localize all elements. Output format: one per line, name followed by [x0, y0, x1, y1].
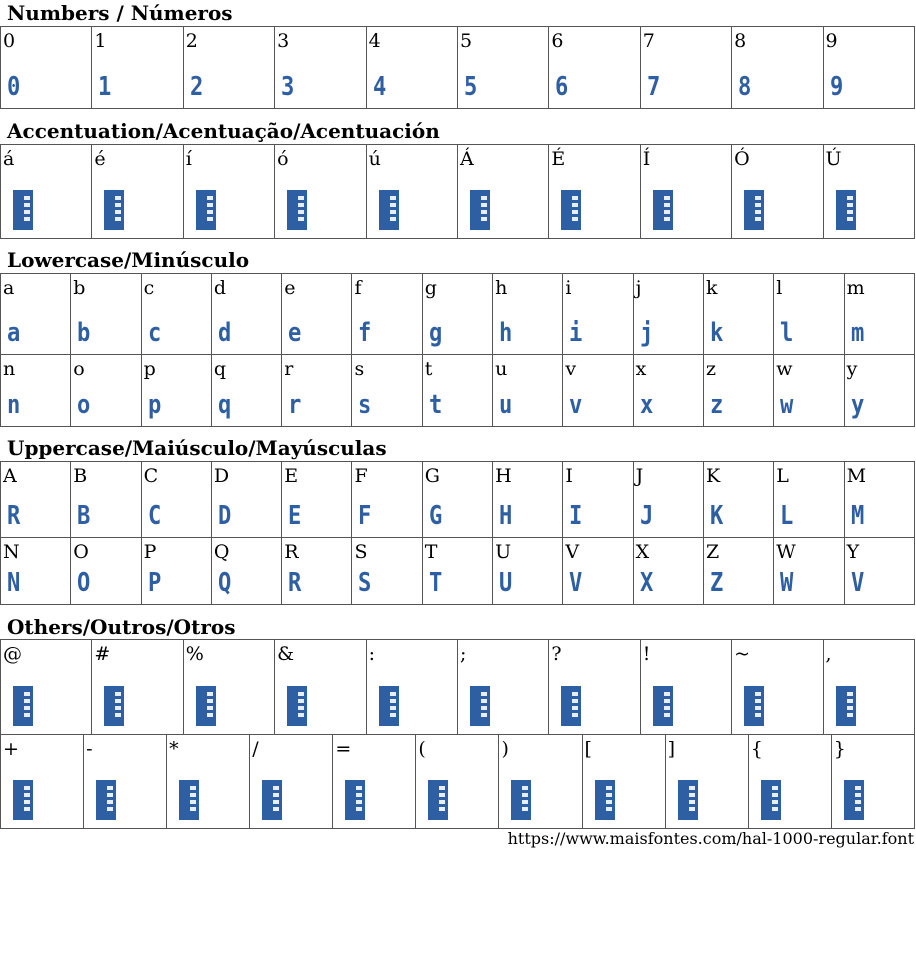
missing-glyph-icon [653, 190, 673, 230]
character-label: B [73, 465, 88, 487]
character-label: Q [213, 541, 230, 563]
font-glyph-preview: V [850, 568, 864, 598]
character-label: o [73, 358, 85, 380]
character-label: R [284, 541, 299, 563]
character-label: A [3, 465, 17, 487]
font-glyph-preview: 1 [98, 72, 112, 102]
glyph-cell [457, 639, 549, 735]
font-glyph-preview: v [569, 390, 583, 420]
glyph-cell [422, 461, 493, 538]
glyph-cell [633, 461, 704, 538]
character-label: V [565, 541, 580, 563]
glyph-cell [633, 537, 704, 605]
glyph-cell [498, 734, 582, 829]
glyph-cell [640, 639, 732, 735]
missing-glyph-icon [262, 780, 282, 820]
character-label: ~ [734, 643, 751, 665]
font-glyph-preview: P [147, 568, 161, 598]
character-label: ( [418, 738, 426, 760]
glyph-cell [731, 26, 823, 109]
character-label: 8 [734, 30, 747, 52]
glyph-cell [332, 734, 416, 829]
character-label: @ [3, 643, 22, 665]
glyph-cell [70, 537, 141, 605]
glyph-cell [422, 273, 493, 355]
glyph-cell [773, 354, 844, 427]
character-label: N [3, 541, 20, 563]
character-label: W [776, 541, 796, 563]
glyph-cell [141, 461, 212, 538]
character-label: / [252, 738, 259, 760]
character-label: k [705, 277, 718, 299]
glyph-cell [823, 144, 915, 239]
character-label: 4 [368, 30, 381, 52]
character-label: e [284, 277, 296, 299]
glyph-cell [141, 273, 212, 355]
font-glyph-preview: U [499, 568, 513, 598]
section-title-others: Others/Outros/Otros [7, 615, 236, 639]
character-label: s [354, 358, 365, 380]
glyph-cell [422, 354, 493, 427]
font-glyph-preview: b [77, 318, 91, 348]
character-label: b [73, 277, 86, 299]
glyph-cell [422, 537, 493, 605]
glyph-cell [183, 26, 275, 109]
missing-glyph-icon [744, 686, 764, 726]
character-label: w [776, 358, 793, 380]
glyph-cell [183, 144, 275, 239]
missing-glyph-icon [104, 190, 124, 230]
others-row-2 [0, 734, 915, 829]
glyph-cell [0, 537, 71, 605]
font-glyph-preview: D [217, 501, 232, 531]
character-label: 0 [3, 30, 16, 52]
font-glyph-preview: 0 [7, 72, 21, 102]
glyph-cell [141, 354, 212, 427]
character-label: h [495, 277, 508, 299]
glyph-cell [844, 537, 915, 605]
missing-glyph-icon [379, 190, 399, 230]
missing-glyph-icon [595, 780, 615, 820]
missing-glyph-icon [13, 686, 33, 726]
font-glyph-preview: u [499, 390, 513, 420]
font-glyph-preview: k [709, 318, 724, 348]
character-label: Ú [825, 148, 842, 170]
missing-glyph-icon [744, 190, 764, 230]
font-glyph-preview: J [639, 501, 653, 531]
glyph-cell [281, 461, 352, 538]
character-label: - [86, 738, 93, 760]
missing-glyph-icon [653, 686, 673, 726]
glyph-cell [562, 354, 633, 427]
character-label: Y [846, 541, 860, 563]
glyph-cell [640, 26, 732, 109]
glyph-cell [91, 639, 183, 735]
character-label: 6 [551, 30, 564, 52]
missing-glyph-icon [678, 780, 698, 820]
character-label: q [213, 358, 227, 380]
glyph-cell [281, 354, 352, 427]
font-glyph-preview: 2 [189, 72, 204, 102]
glyph-cell [274, 144, 366, 239]
character-label: m [846, 277, 865, 299]
font-glyph-preview: H [499, 501, 513, 531]
font-glyph-preview: y [850, 390, 864, 420]
font-glyph-preview: R [7, 501, 21, 531]
glyph-cell [281, 537, 352, 605]
glyph-cell [274, 26, 366, 109]
font-glyph-preview: Q [217, 568, 232, 598]
character-label: 5 [459, 30, 473, 52]
missing-glyph-icon [561, 190, 581, 230]
glyph-cell [844, 273, 915, 355]
missing-glyph-icon [196, 190, 216, 230]
character-label: l [776, 277, 783, 299]
glyph-cell [731, 144, 823, 239]
font-glyph-preview: g [428, 318, 443, 348]
character-label: a [3, 277, 15, 299]
character-label: p [143, 358, 156, 380]
glyph-cell [633, 354, 704, 427]
glyph-cell [562, 273, 633, 355]
glyph-cell [351, 461, 422, 538]
glyph-cell [0, 273, 71, 355]
character-label: , [825, 643, 832, 665]
character-label: F [354, 465, 368, 487]
character-label: i [565, 277, 572, 299]
character-label: H [495, 465, 512, 487]
glyph-cell [492, 354, 563, 427]
glyph-cell [0, 734, 84, 829]
font-glyph-preview: F [358, 501, 372, 531]
character-label: G [424, 465, 440, 487]
font-glyph-preview: c [147, 318, 161, 348]
glyph-cell [773, 273, 844, 355]
glyph-cell [703, 273, 774, 355]
font-glyph-preview: p [147, 390, 161, 420]
font-glyph-preview: E [288, 501, 302, 531]
missing-glyph-icon [428, 780, 448, 820]
glyph-cell [0, 639, 92, 735]
character-label: C [143, 465, 159, 487]
glyph-cell [548, 639, 640, 735]
glyph-cell [823, 26, 915, 109]
glyph-cell [141, 537, 212, 605]
character-label: Ó [734, 148, 750, 170]
glyph-cell [211, 354, 282, 427]
character-label: 7 [642, 30, 655, 52]
character-label: K [705, 465, 721, 487]
character-label: X [635, 541, 650, 563]
character-label: E [284, 465, 299, 487]
font-glyph-preview: d [217, 318, 232, 348]
glyph-cell [640, 144, 732, 239]
glyph-cell [548, 26, 640, 109]
numbers-row [0, 26, 915, 109]
uppercase-row-1 [0, 461, 915, 538]
font-glyph-preview: B [77, 501, 91, 531]
glyph-cell [773, 537, 844, 605]
character-label: ! [642, 643, 651, 665]
missing-glyph-icon [13, 190, 33, 230]
glyph-cell [211, 537, 282, 605]
character-label: % [185, 643, 204, 665]
character-label: x [635, 358, 647, 380]
glyph-cell [748, 734, 832, 829]
font-glyph-preview: s [358, 390, 372, 420]
character-label: L [776, 465, 789, 487]
glyph-cell [249, 734, 333, 829]
glyph-cell [582, 734, 666, 829]
glyph-cell [492, 273, 563, 355]
character-label: ó [277, 148, 289, 170]
font-glyph-preview: 5 [463, 72, 478, 102]
glyph-cell [281, 273, 352, 355]
font-glyph-preview: V [569, 568, 583, 598]
font-glyph-preview: m [850, 318, 864, 348]
missing-glyph-icon [345, 780, 365, 820]
glyph-cell [91, 144, 183, 239]
missing-glyph-icon [470, 190, 490, 230]
glyph-cell [366, 26, 458, 109]
character-label: { [750, 738, 763, 760]
missing-glyph-icon [761, 780, 781, 820]
glyph-cell [731, 639, 823, 735]
missing-glyph-icon [379, 686, 399, 726]
character-label: J [635, 465, 644, 487]
character-label: Í [642, 148, 651, 170]
missing-glyph-icon [470, 686, 490, 726]
character-label: ) [501, 738, 509, 760]
font-glyph-preview: N [7, 568, 21, 598]
section-title-lowercase: Lowercase/Minúsculo [7, 248, 250, 272]
character-label: 9 [825, 30, 838, 52]
glyph-cell [351, 537, 422, 605]
glyph-cell [844, 354, 915, 427]
glyph-cell [665, 734, 749, 829]
font-glyph-preview: f [358, 318, 372, 348]
character-label: P [143, 541, 157, 563]
glyph-cell [633, 273, 704, 355]
font-glyph-preview: l [780, 318, 794, 348]
character-label: ? [551, 643, 562, 665]
font-glyph-preview: o [77, 390, 91, 420]
character-label: = [335, 738, 352, 760]
glyph-cell [0, 461, 71, 538]
character-label: + [3, 738, 19, 760]
character-label: } [833, 738, 846, 760]
character-label: 2 [185, 30, 198, 52]
font-glyph-preview: z [709, 390, 724, 420]
font-glyph-preview: T [428, 568, 443, 598]
missing-glyph-icon [287, 686, 307, 726]
font-glyph-preview: i [569, 318, 583, 348]
glyph-cell [70, 461, 141, 538]
accents-row [0, 144, 915, 239]
glyph-cell [83, 734, 167, 829]
glyph-cell [211, 273, 282, 355]
font-glyph-preview: R [288, 568, 302, 598]
glyph-cell [274, 639, 366, 735]
character-label: # [94, 643, 111, 665]
character-label: v [565, 358, 577, 380]
missing-glyph-icon [104, 686, 124, 726]
character-label: : [368, 643, 375, 665]
missing-glyph-icon [844, 780, 864, 820]
character-label: r [284, 358, 294, 380]
character-label: t [424, 358, 433, 380]
glyph-cell [703, 461, 774, 538]
font-glyph-preview: M [850, 501, 864, 531]
font-glyph-preview: O [77, 568, 91, 598]
glyph-cell [351, 354, 422, 427]
font-glyph-preview: K [709, 501, 724, 531]
font-glyph-preview: r [288, 390, 302, 420]
character-label: á [3, 148, 15, 170]
character-label: z [705, 358, 716, 380]
character-label: c [143, 277, 155, 299]
character-label: Á [459, 148, 474, 170]
font-glyph-preview: S [358, 568, 372, 598]
glyph-cell [351, 273, 422, 355]
character-label: [ [584, 738, 592, 760]
character-label: 1 [94, 30, 107, 52]
font-glyph-preview: C [147, 501, 161, 531]
others-row-1 [0, 639, 915, 735]
character-label: * [169, 738, 179, 760]
glyph-cell [366, 144, 458, 239]
glyph-cell [0, 26, 92, 109]
character-label: ú [368, 148, 381, 170]
glyph-cell [492, 537, 563, 605]
font-glyph-preview: e [288, 318, 302, 348]
glyph-cell [823, 639, 915, 735]
lowercase-row-1 [0, 273, 915, 355]
character-label: & [277, 643, 295, 665]
glyph-cell [183, 639, 275, 735]
character-label: í [185, 148, 192, 170]
missing-glyph-icon [287, 190, 307, 230]
lowercase-row-2 [0, 354, 915, 427]
font-glyph-preview: 8 [738, 72, 752, 102]
missing-glyph-icon [179, 780, 199, 820]
character-label: d [213, 277, 227, 299]
character-label: M [846, 465, 867, 487]
character-label: O [73, 541, 89, 563]
glyph-cell [366, 639, 458, 735]
font-glyph-preview: x [639, 390, 653, 420]
character-label: u [495, 358, 508, 380]
glyph-cell [0, 354, 71, 427]
glyph-cell [703, 537, 774, 605]
glyph-cell [166, 734, 250, 829]
font-glyph-preview: Z [709, 568, 724, 598]
font-glyph-preview: G [428, 501, 443, 531]
missing-glyph-icon [561, 686, 581, 726]
font-glyph-preview: 9 [829, 72, 843, 102]
font-glyph-preview: 4 [372, 72, 386, 102]
section-title-uppercase: Uppercase/Maiúsculo/Mayúsculas [7, 436, 387, 460]
character-label: Z [705, 541, 720, 563]
font-glyph-preview: a [7, 318, 21, 348]
character-label: n [3, 358, 16, 380]
glyph-cell [91, 26, 183, 109]
character-label: T [424, 541, 438, 563]
glyph-cell [0, 144, 92, 239]
font-glyph-preview: W [780, 568, 794, 598]
character-label: j [635, 277, 642, 299]
section-title-accentuation: Accentuation/Acentuação/Acentuación [7, 119, 440, 143]
font-glyph-preview: 3 [281, 72, 295, 102]
character-label: ; [459, 643, 467, 665]
section-title-numbers: Numbers / Números [7, 1, 233, 25]
font-glyph-preview: h [499, 318, 513, 348]
glyph-cell [773, 461, 844, 538]
character-label: g [424, 277, 437, 299]
glyph-cell [70, 273, 141, 355]
character-label: 3 [277, 30, 290, 52]
missing-glyph-icon [196, 686, 216, 726]
uppercase-row-2 [0, 537, 915, 605]
glyph-cell [457, 26, 549, 109]
font-glyph-preview: w [780, 390, 794, 420]
font-glyph-preview: n [7, 390, 21, 420]
font-glyph-preview: 6 [555, 72, 569, 102]
missing-glyph-icon [836, 686, 856, 726]
character-label: É [551, 148, 566, 170]
glyph-cell [548, 144, 640, 239]
missing-glyph-icon [96, 780, 116, 820]
character-label: I [565, 465, 573, 487]
glyph-cell [492, 461, 563, 538]
font-glyph-preview: X [639, 568, 653, 598]
character-label: D [213, 465, 230, 487]
glyph-cell [831, 734, 915, 829]
font-glyph-preview: I [569, 501, 583, 531]
glyph-cell [415, 734, 499, 829]
footer-url-link[interactable]: https://www.maisfontes.com/hal-1000-regular.font [507, 829, 914, 848]
character-label: S [354, 541, 368, 563]
font-glyph-preview: q [217, 390, 232, 420]
glyph-cell [703, 354, 774, 427]
character-label: f [354, 277, 362, 299]
glyph-cell [70, 354, 141, 427]
missing-glyph-icon [511, 780, 531, 820]
glyph-cell [844, 461, 915, 538]
glyph-cell [211, 461, 282, 538]
character-label: ] [667, 738, 676, 760]
missing-glyph-icon [836, 190, 856, 230]
character-label: U [495, 541, 512, 563]
font-glyph-preview: L [780, 501, 794, 531]
font-glyph-preview: t [428, 390, 443, 420]
glyph-cell [562, 537, 633, 605]
character-label: é [94, 148, 106, 170]
missing-glyph-icon [13, 780, 33, 820]
font-glyph-preview: 7 [646, 72, 661, 102]
font-glyph-preview: j [639, 318, 653, 348]
glyph-cell [457, 144, 549, 239]
character-label: y [846, 358, 858, 380]
glyph-cell [562, 461, 633, 538]
